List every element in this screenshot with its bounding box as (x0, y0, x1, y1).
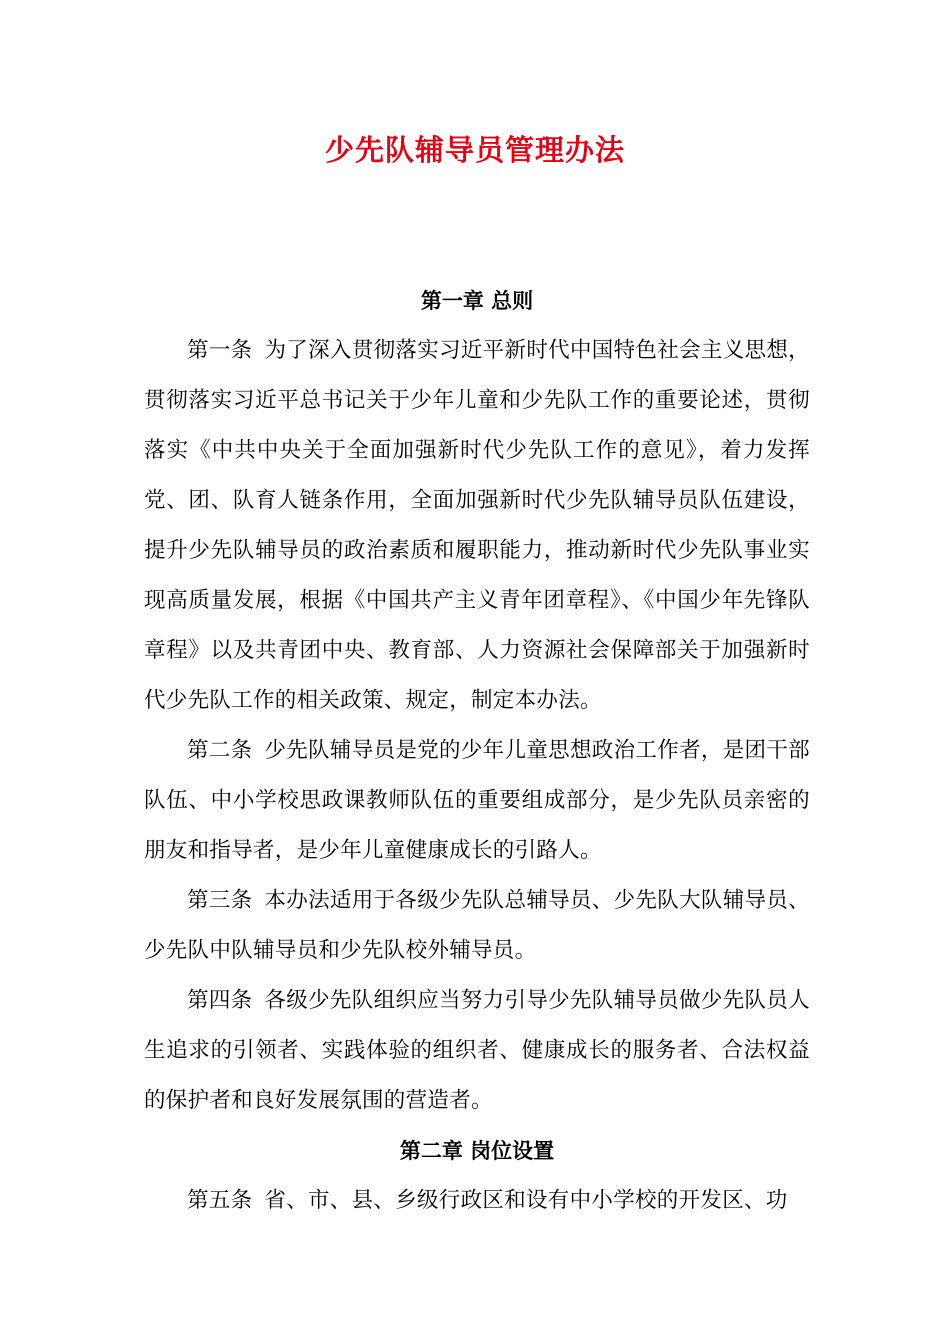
article-text: 为了深入贯彻落实习近平新时代中国特色社会主义思想，贯彻落实习近平总书记关于少年儿童和少先队工作的重要论述，贯彻落实《中共中央关于全面加强新时代少先队工作的意见》，着力发挥党、团、队育人链条作用，全面加强新时代少先队辅导员队伍建设，提升少先队辅导员的政治素质和履职能力，推动新时代少先队事业实现高质量发展，根据《中国共产主义青年团章程》、《中国少年先锋队章程》以及共青团中央、教育部、人力资源社会保障部关于加强新时代少先队工作的相关政策、规定，制定本办法。 (144, 338, 810, 713)
article-text: 各级少先队组织应当努力引导少先队辅导员做少先队员人生追求的引领者、实践体验的组织者、健康成长的服务者、合法权益的保护者和良好发展氛围的营造者。 (144, 988, 810, 1113)
article-4 (144, 976, 810, 1126)
article-number: 第三条 (187, 888, 253, 913)
chapter-1 (144, 276, 810, 1126)
chapter-heading: 第一章 总则 (420, 289, 534, 313)
article-3 (144, 876, 810, 976)
article-2 (144, 726, 810, 876)
chapter-2 (144, 1126, 810, 1226)
article-number: 第四条 (187, 988, 253, 1013)
article-text: 省、市、县、乡级行政区和设有中小学校的开发区、功 (264, 1188, 788, 1213)
article-5 (144, 1176, 810, 1226)
article-number: 第二条 (187, 738, 253, 763)
article-1 (144, 326, 810, 726)
chapter-heading: 第二章 岗位设置 (399, 1139, 555, 1163)
article-number: 第五条 (187, 1188, 253, 1213)
article-number: 第一条 (187, 338, 253, 363)
document-title: 少先队辅导员管理办法 (324, 133, 625, 167)
article-text: 少先队辅导员是党的少年儿童思想政治工作者，是团干部队伍、中小学校思政课教师队伍的重要组成部分，是少先队员亲密的朋友和指导者，是少年儿童健康成长的引路人。 (144, 738, 810, 863)
article-text: 本办法适用于各级少先队总辅导员、少先队大队辅导员、少先队中队辅导员和少先队校外辅导员。 (144, 888, 810, 963)
document-body (144, 276, 810, 1226)
